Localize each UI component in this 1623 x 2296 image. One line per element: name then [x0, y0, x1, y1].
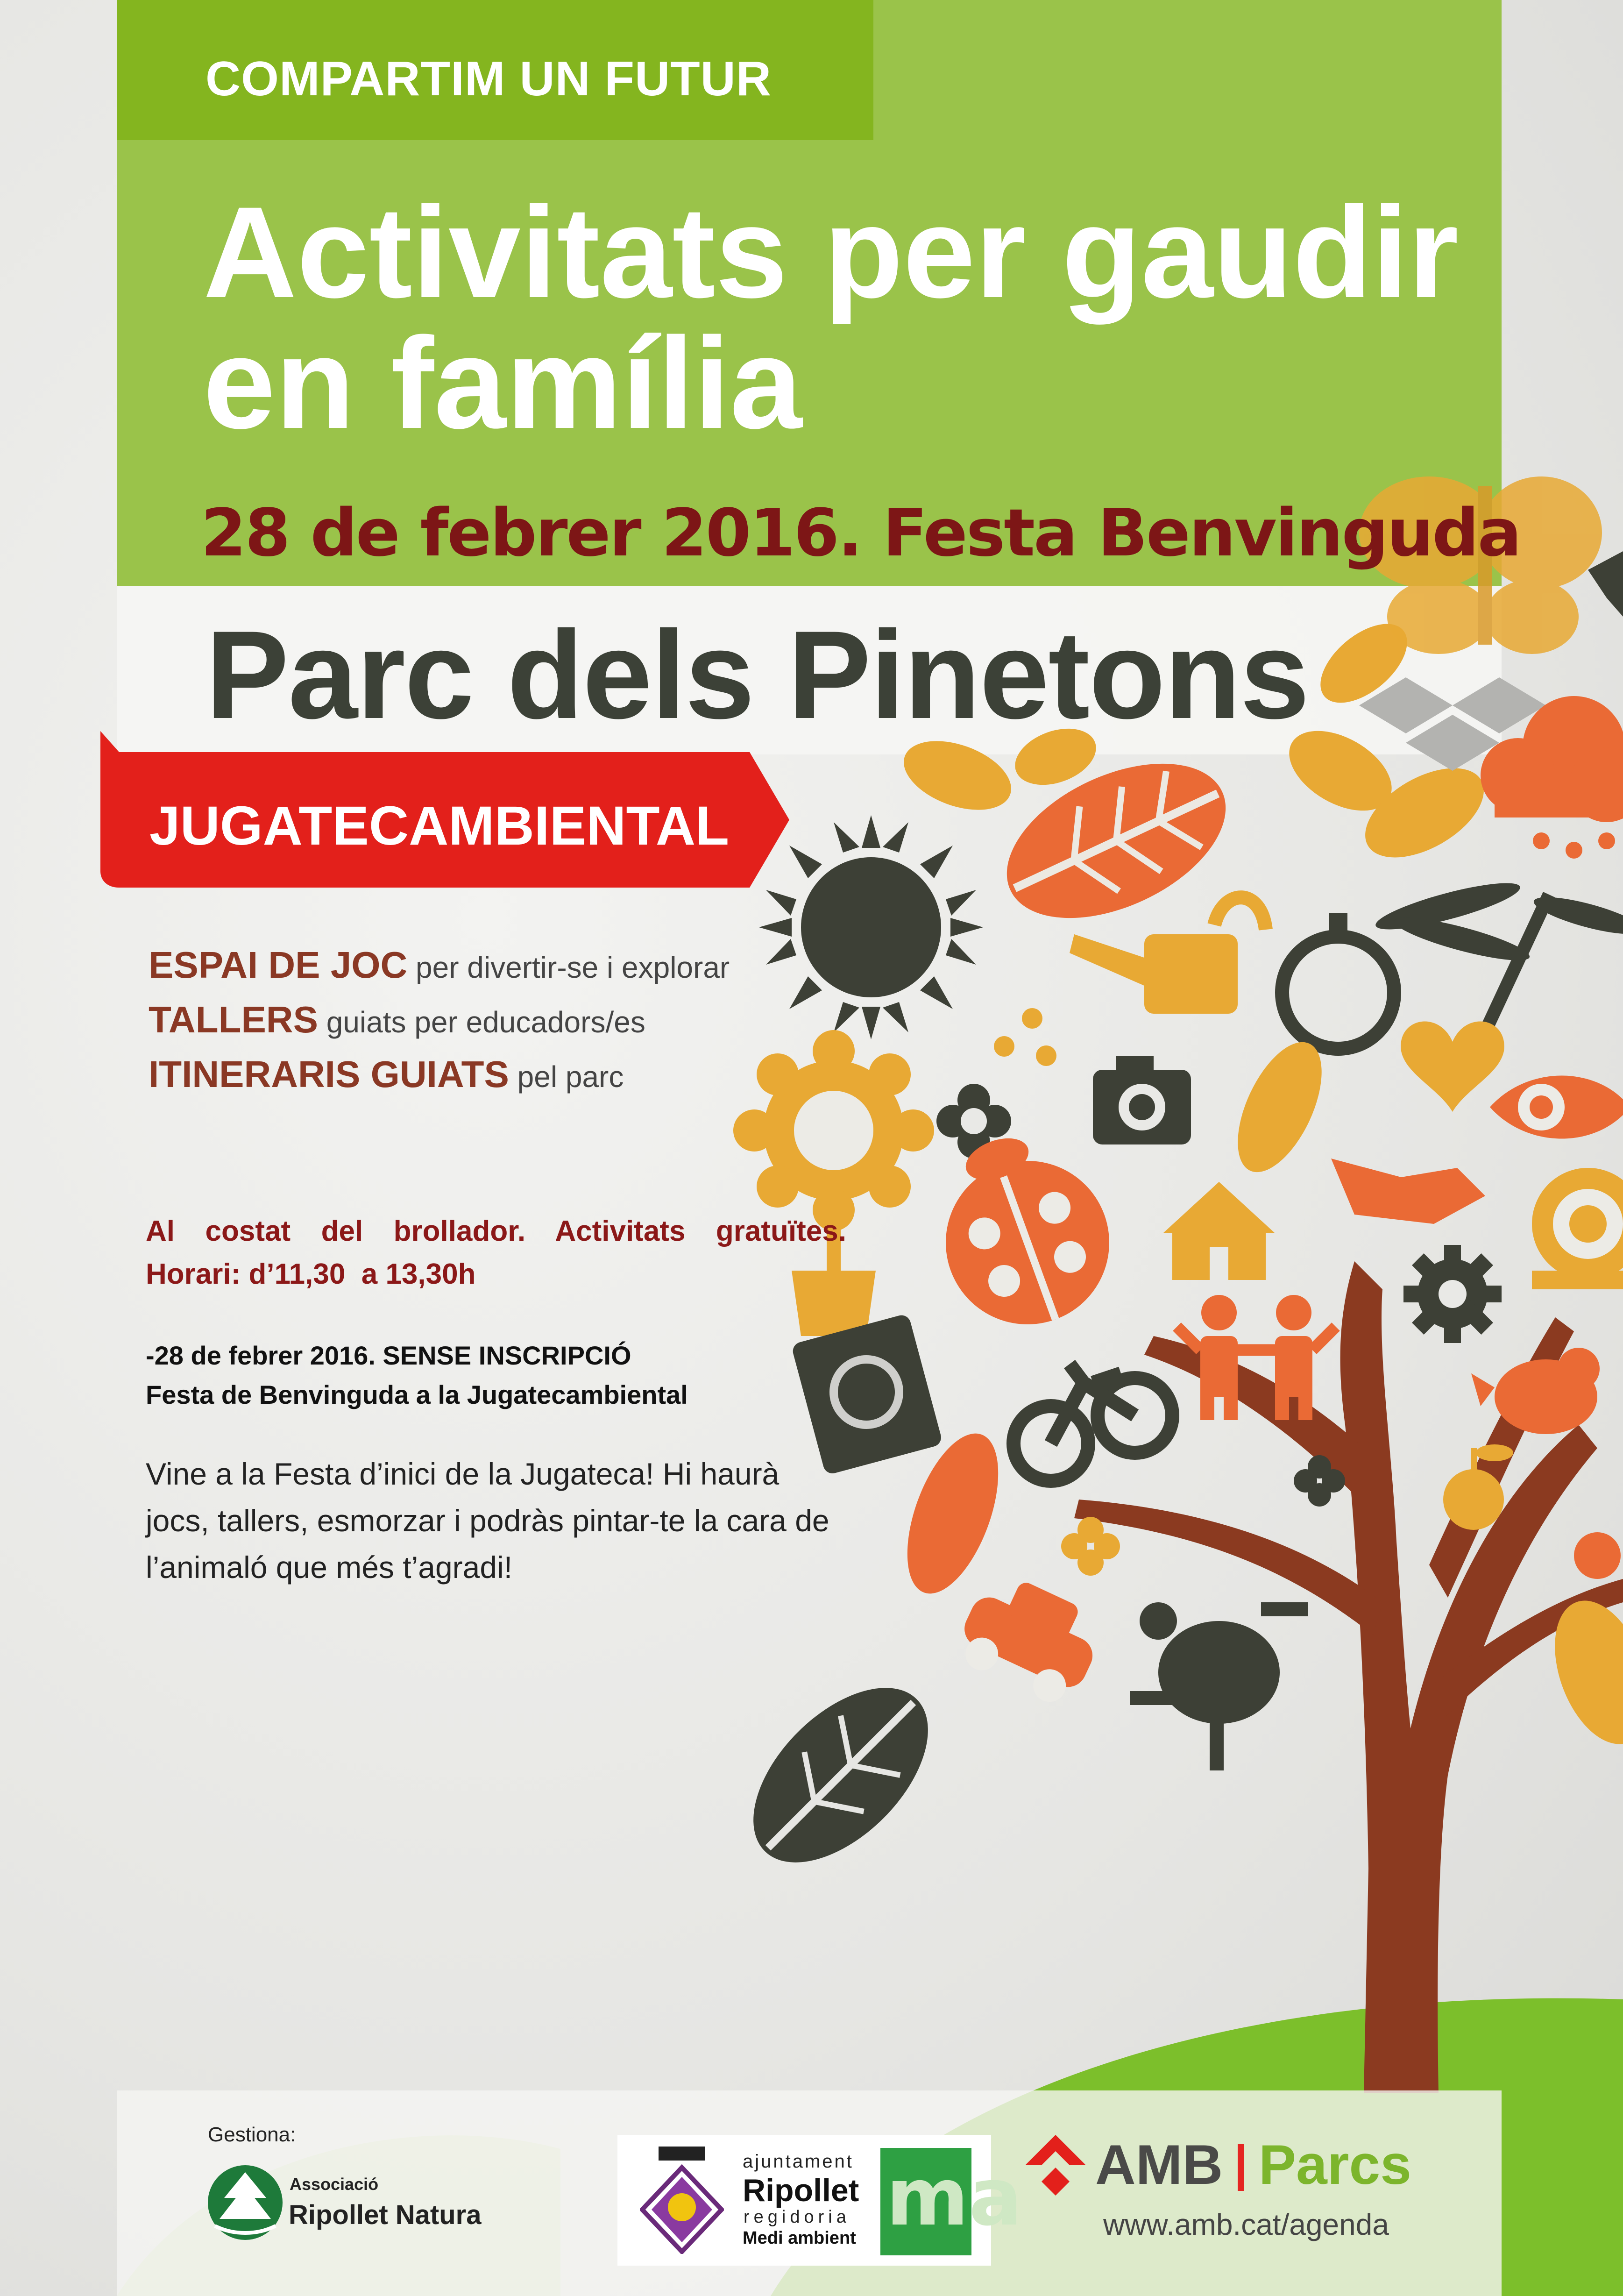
- amb-logo-icon: [1023, 2133, 1088, 2198]
- feature-item: [149, 939, 849, 994]
- location-info: [146, 1210, 846, 1296]
- ma-logo-text: ma: [886, 2151, 1022, 2244]
- feature-text: guiats per educadors/es: [326, 1005, 645, 1039]
- title-line-1: Activitats per gaudir: [203, 179, 1459, 325]
- snail-icon: [1532, 1168, 1623, 1289]
- heart-icon: [1401, 1021, 1504, 1112]
- event-description: Vine a la Festa d’inici de la Jugateca! Hi haurà jocs, tallers, esmorzar i podràs pintar-te la cara de l’animaló que més t’agradi!: [146, 1457, 829, 1585]
- medi-ambient-label: Medi ambient: [743, 2228, 856, 2248]
- ladybug-icon: [914, 1114, 1132, 1347]
- feature-item: [149, 994, 849, 1048]
- bird-icon: [1471, 1348, 1600, 1434]
- camera-icon: [1093, 1056, 1191, 1144]
- location-line: Al costat del brollador. Activitats gratuïtes.: [146, 1215, 846, 1247]
- feature-list: [149, 939, 849, 1103]
- ripollet-label: Ripollet: [743, 2173, 859, 2208]
- leaf-icon: [722, 1656, 959, 1894]
- feature-text: per divertir-se i explorar: [416, 951, 730, 984]
- feature-item: [149, 1048, 849, 1103]
- eye-icon: [1490, 1076, 1623, 1139]
- event-date: 28 de febrer 2016. Festa Benvinguda: [201, 495, 1521, 571]
- banner-label: JUGATECAMBIENTAL: [149, 795, 730, 857]
- assoc-label: Associació: [290, 2175, 379, 2194]
- feature-text: pel parc: [517, 1060, 624, 1094]
- regidoria-label: regidoria: [744, 2207, 850, 2227]
- ajuntament-label: ajuntament: [743, 2151, 854, 2172]
- event-info: [146, 1336, 893, 1415]
- amb-url[interactable]: www.amb.cat/agenda: [1103, 2208, 1389, 2241]
- car-icon: [950, 1566, 1111, 1712]
- event-line-1: -28 de febrer 2016. SENSE INSCRIPCIÓ: [146, 1341, 631, 1370]
- schedule-line: Horari: d’11,30 a 13,30h: [146, 1258, 476, 1290]
- feature-keyword: ITINERARIS GUIATS: [149, 1053, 509, 1095]
- amb-divider: [1238, 2144, 1244, 2191]
- hand-icon: [1331, 1159, 1485, 1224]
- watering-can-icon: [994, 897, 1266, 1066]
- title-line-2: en família: [203, 310, 802, 455]
- feature-keyword: ESPAI DE JOC: [149, 944, 408, 986]
- park-name: Parc dels Pinetons: [206, 604, 1309, 745]
- flower-icon: [1574, 1532, 1621, 1579]
- bicycle-icon: [1013, 1364, 1172, 1481]
- ripollet-crest-icon: [640, 2147, 724, 2254]
- amb-name: AMB: [1095, 2133, 1223, 2196]
- event-line-2: Festa de Benvinguda a la Jugatecambiental: [146, 1380, 688, 1409]
- tagline: COMPARTIM UN FUTUR: [206, 52, 772, 106]
- turtle-icon: [1130, 1602, 1308, 1770]
- compass-icon: [1282, 913, 1394, 1049]
- gestiona-label: Gestiona:: [208, 2123, 296, 2146]
- amb-parcs: Parcs: [1259, 2133, 1411, 2196]
- medi-ambient-logo: [880, 2148, 1022, 2255]
- gear-icon: [1403, 1245, 1502, 1343]
- flower-icon: [1061, 1517, 1120, 1576]
- feature-keyword: TALLERS: [149, 999, 318, 1040]
- dragonfly-icon: [1372, 874, 1623, 1033]
- page-title: [203, 179, 1464, 455]
- house-icon: [1163, 1182, 1275, 1280]
- assoc-name: Ripollet Natura: [289, 2200, 482, 2230]
